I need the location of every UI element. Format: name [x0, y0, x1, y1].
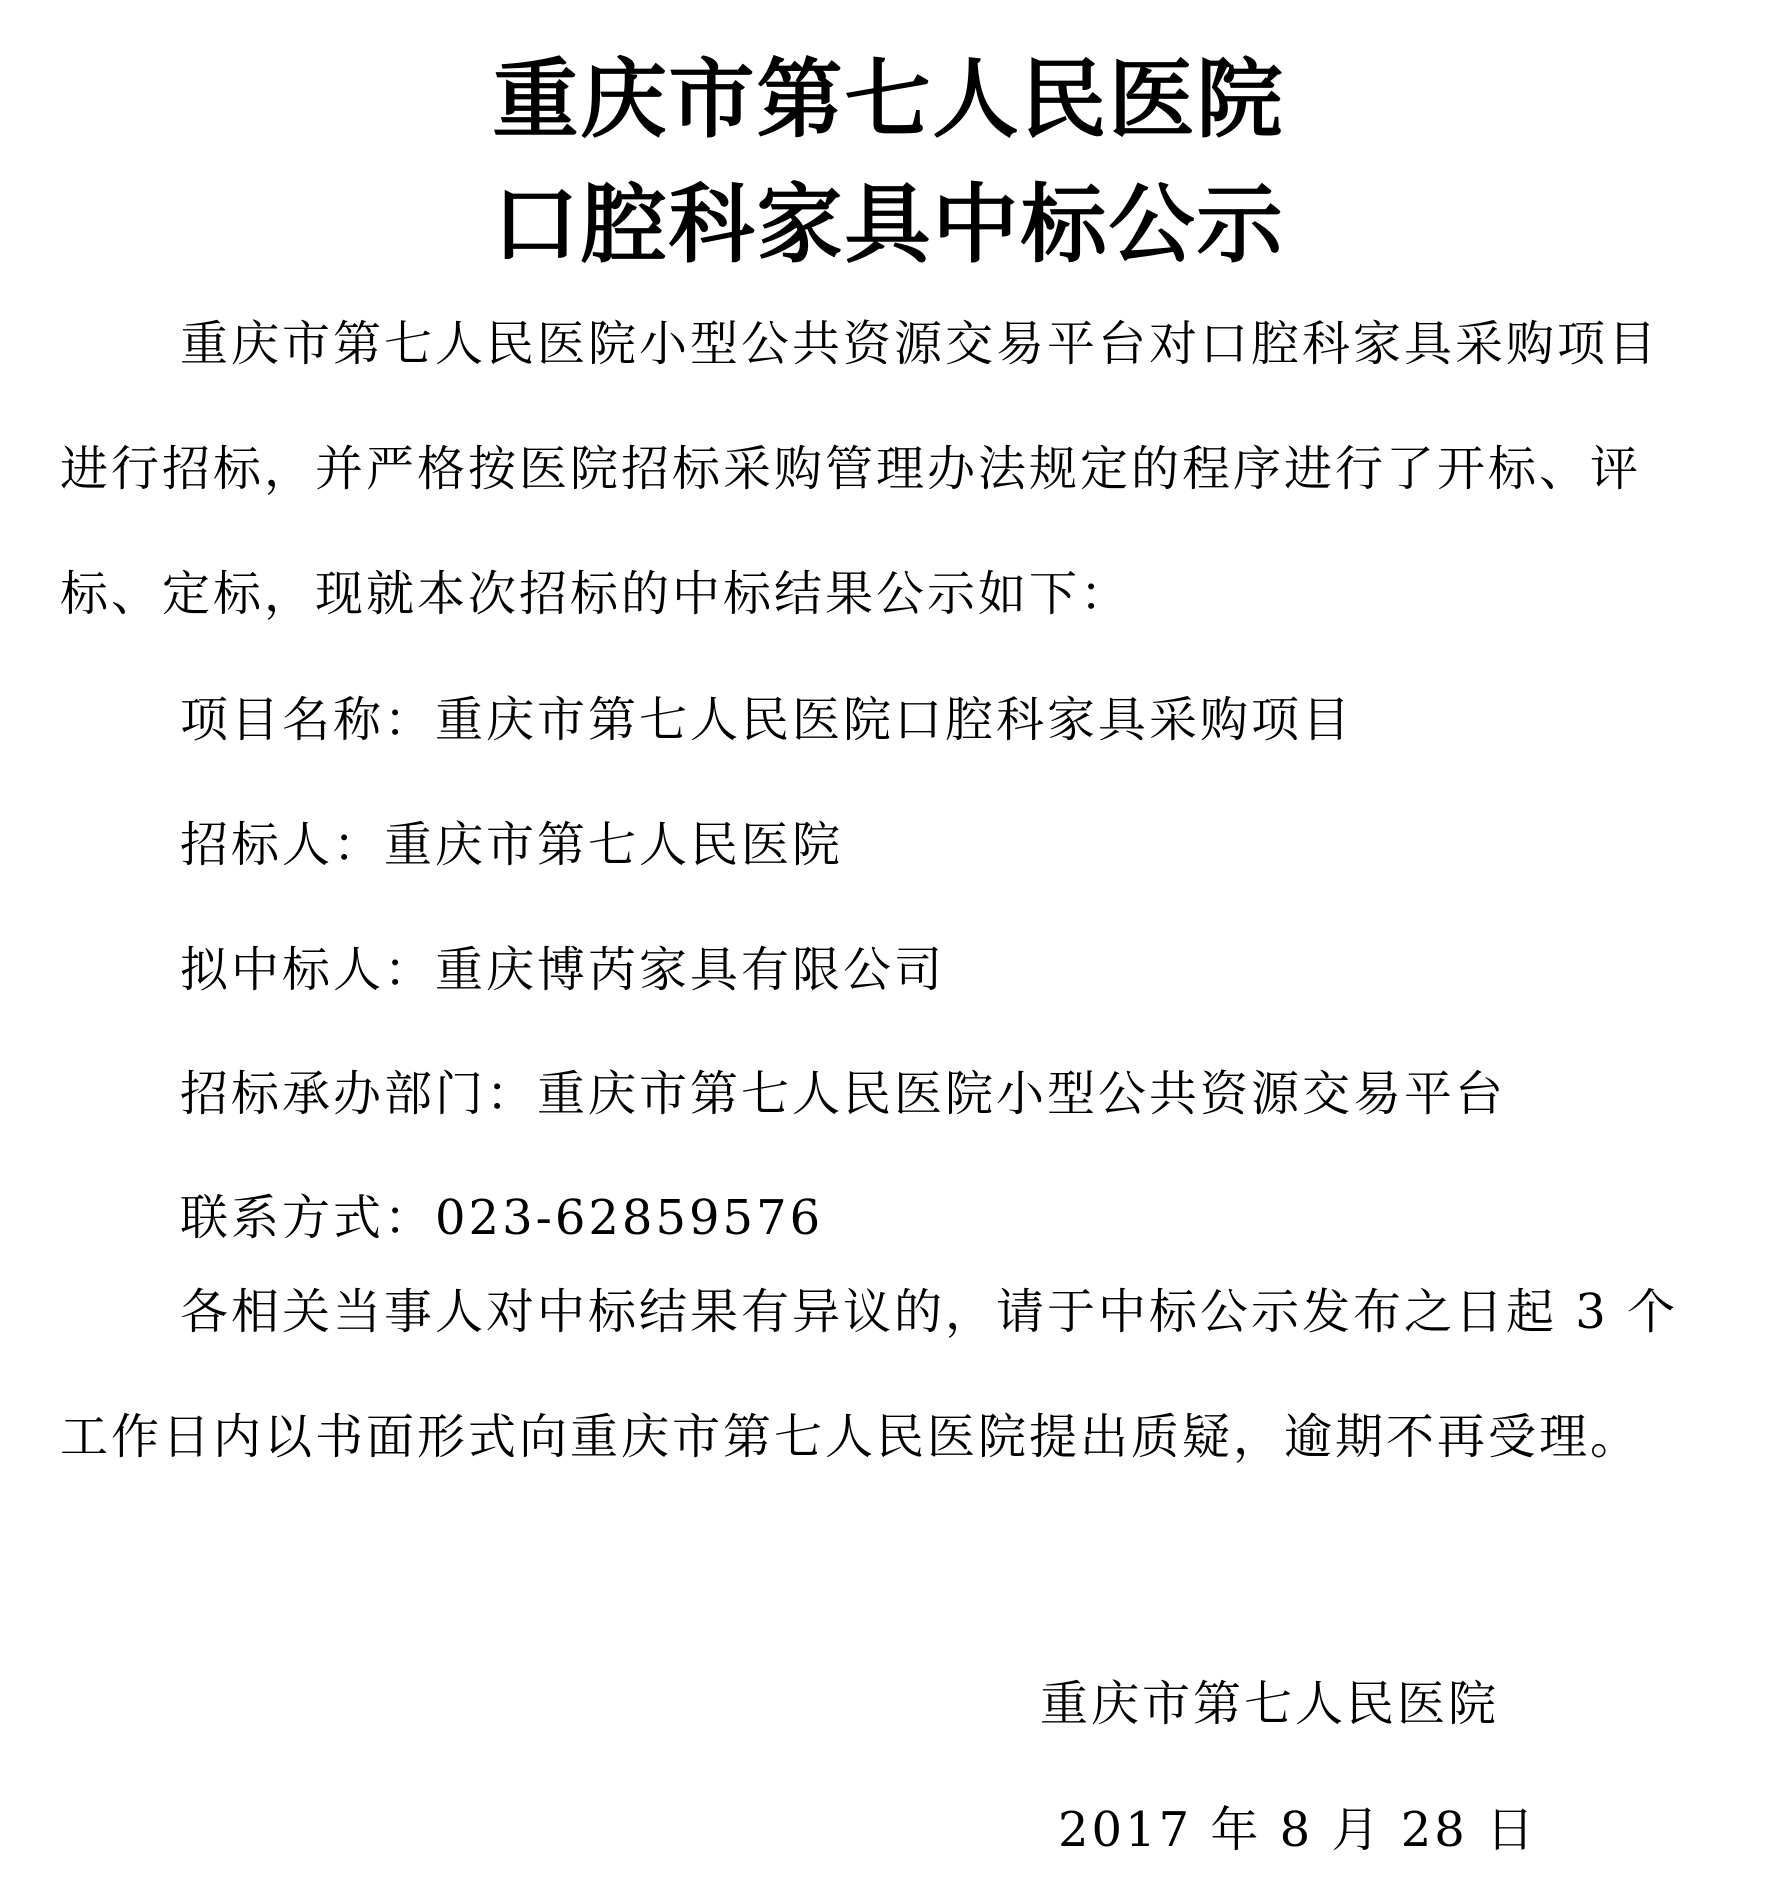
field-proposed-winner: 拟中标人：重庆博芮家具有限公司	[180, 942, 946, 998]
intro-paragraph: 重庆市第七人民医院小型公共资源交易平台对口腔科家具采购项目进行招标，并严格按医院招标采购管理办法规定的程序进行了开标、评标、定标，现就本次招标的中标结果公示如下：	[60, 316, 1660, 622]
document-title-line-2: 口腔科家具中标公示	[492, 175, 1285, 275]
field-tenderer: 招标人：重庆市第七人民医院	[180, 817, 844, 873]
signature-date: 2017 年 8 月 28 日	[1058, 1802, 1538, 1858]
signature-organization: 重庆市第七人民医院	[1040, 1676, 1500, 1732]
objection-paragraph: 各相关当事人对中标结果有异议的，请于中标公示发布之日起 3 个工作日内以书面形式向重庆市第七人民医院提出质疑，逾期不再受理。	[60, 1284, 1679, 1465]
field-project-name: 项目名称：重庆市第七人民医院口腔科家具采购项目	[180, 692, 1354, 748]
field-contact: 联系方式：023-62859576	[180, 1190, 824, 1246]
document-title-line-1: 重庆市第七人民医院	[492, 50, 1285, 150]
field-organizing-department: 招标承办部门：重庆市第七人民医院小型公共资源交易平台	[180, 1066, 1507, 1122]
